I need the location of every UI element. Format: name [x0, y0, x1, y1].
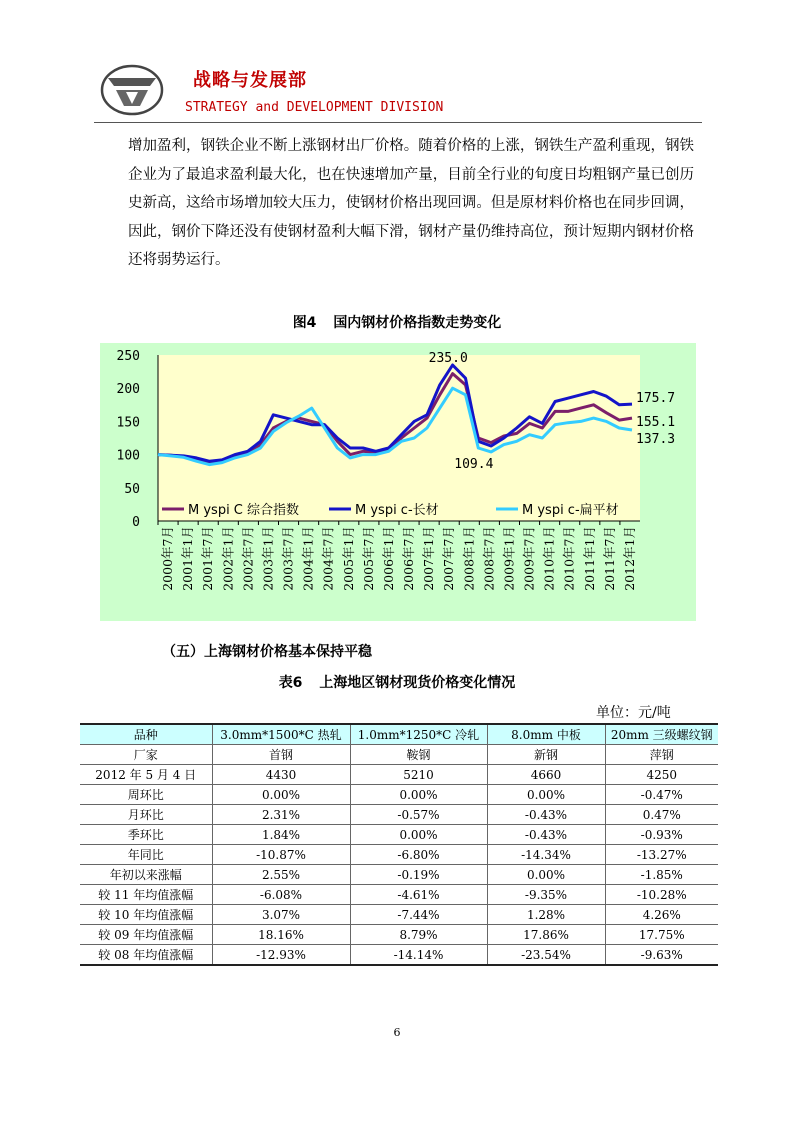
table-row [80, 945, 718, 966]
x-tick-label: 2011年1月 [581, 526, 597, 591]
x-tick-label: 2007年7月 [441, 526, 457, 591]
x-tick-label: 2003年7月 [280, 526, 296, 591]
table-cell: -0.93% [605, 825, 718, 845]
body-paragraph [128, 132, 694, 275]
table-cell: 萍钢 [605, 745, 718, 765]
table-cell: 4660 [487, 765, 605, 785]
table-row [80, 885, 718, 905]
end-label-flat: 137.3 [636, 432, 676, 448]
company-logo [100, 64, 164, 116]
table-cell: 季环比 [80, 825, 212, 845]
table-caption: 上海地区钢材现货价格变化情况 [319, 675, 516, 691]
table-cell: 年初以来涨幅 [80, 865, 212, 885]
table-cell: -0.43% [487, 805, 605, 825]
y-tick-label: 100 [116, 448, 140, 464]
table-header-row [80, 724, 718, 745]
table-cell: 较 11 年均值涨幅 [80, 885, 212, 905]
table-cell: 2.55% [212, 865, 350, 885]
table-cell: 0.00% [350, 825, 487, 845]
section-title: （五）上海钢材价格基本保持平稳 [162, 644, 372, 660]
figure-number: 图4 [292, 315, 317, 331]
x-tick-label: 2005年1月 [340, 526, 356, 591]
table-cell: -9.35% [487, 885, 605, 905]
table-cell: 4430 [212, 765, 350, 785]
table-row [80, 805, 718, 825]
x-tick-label: 2000年7月 [160, 526, 176, 591]
table-cell: -10.28% [605, 885, 718, 905]
table-cell: 月环比 [80, 805, 212, 825]
x-tick-label: 2007年1月 [421, 526, 437, 591]
table-cell: -6.80% [350, 845, 487, 865]
end-label-long: 175.7 [636, 391, 676, 407]
table-cell: -0.57% [350, 805, 487, 825]
table-cell: 首钢 [212, 745, 350, 765]
table-cell: 17.75% [605, 925, 718, 945]
paragraph-line: 钢铁企业为了最追求盈利最大化，也在快速增加产量，目前全行业的旬度日均粗钢 [128, 138, 694, 183]
table-cell: -9.63% [605, 945, 718, 966]
department-name-cn: 战略与发展部 [193, 70, 307, 91]
table-cell: 17.86% [487, 925, 605, 945]
y-tick-label: 200 [116, 382, 140, 398]
table-cell: -14.34% [487, 845, 605, 865]
table-cell: 8.0mm 中板 [487, 724, 605, 745]
table-cell: -10.87% [212, 845, 350, 865]
x-tick-label: 2008年7月 [481, 526, 497, 591]
x-tick-label: 2003年1月 [260, 526, 276, 591]
x-tick-label: 2008年1月 [461, 526, 477, 591]
table-cell: 年同比 [80, 845, 212, 865]
y-tick-label: 0 [132, 515, 140, 530]
x-tick-label: 2010年7月 [561, 526, 577, 591]
table-cell: 0.00% [487, 785, 605, 805]
table-cell: 8.79% [350, 925, 487, 945]
table-cell: -4.61% [350, 885, 487, 905]
table-cell: 5210 [350, 765, 487, 785]
table-cell: 0.00% [487, 865, 605, 885]
paragraph-line: 位，预计短期内钢材价格还将弱势运行。 [128, 223, 695, 269]
page-number: 6 [393, 1026, 401, 1039]
table-number: 表6 [278, 675, 303, 691]
table-cell: -1.85% [605, 865, 718, 885]
table-cell: 较 08 年均值涨幅 [80, 945, 212, 966]
table-cell: -14.14% [350, 945, 487, 966]
x-tick-label: 2005年7月 [360, 526, 376, 591]
x-tick-label: 2002年7月 [240, 526, 256, 591]
table-row [80, 825, 718, 845]
table-unit: 单位：元/吨 [596, 705, 671, 721]
y-tick-label: 150 [116, 415, 140, 431]
table-row [80, 925, 718, 945]
x-tick-label: 2009年7月 [521, 526, 537, 591]
x-tick-label: 2009年1月 [501, 526, 517, 591]
table-cell: 4250 [605, 765, 718, 785]
trough-label: 109.4 [454, 456, 494, 472]
table-cell: -13.27% [605, 845, 718, 865]
price-index-chart [100, 343, 696, 621]
table-cell: 18.16% [212, 925, 350, 945]
table-row [80, 865, 718, 885]
table-cell: 较 09 年均值涨幅 [80, 925, 212, 945]
table-cell: 0.00% [212, 785, 350, 805]
x-tick-label: 2010年1月 [541, 526, 557, 591]
table-cell: -12.93% [212, 945, 350, 966]
table-cell: 周环比 [80, 785, 212, 805]
x-tick-label: 2001年7月 [200, 526, 216, 591]
table-cell: 4.26% [605, 905, 718, 925]
table-cell: -0.47% [605, 785, 718, 805]
table-cell: 1.28% [487, 905, 605, 925]
y-tick-label: 250 [116, 349, 140, 364]
table-title [0, 672, 794, 692]
x-tick-label: 2004年1月 [300, 526, 316, 591]
x-tick-label: 2002年1月 [220, 526, 236, 591]
figure-title [0, 312, 794, 332]
table-cell: 3.07% [212, 905, 350, 925]
x-tick-label: 2004年7月 [320, 526, 336, 591]
table-cell: -23.54% [487, 945, 605, 966]
table-cell: 鞍钢 [350, 745, 487, 765]
table-cell: 1.84% [212, 825, 350, 845]
header-divider [94, 122, 702, 123]
table-cell: 新钢 [487, 745, 605, 765]
table-cell: 1.0mm*1250*C 冷轧 [350, 724, 487, 745]
legend-label: M yspi c-长材 [355, 503, 439, 518]
table-cell: 较 10 年均值涨幅 [80, 905, 212, 925]
table-cell: 品种 [80, 724, 212, 745]
table-cell: 20mm 三级螺纹钢 [605, 724, 718, 745]
table-row [80, 785, 718, 805]
table-cell: -7.44% [350, 905, 487, 925]
table-cell: -6.08% [212, 885, 350, 905]
table-cell: 0.47% [605, 805, 718, 825]
table-cell: 2.31% [212, 805, 350, 825]
x-tick-label: 2006年7月 [401, 526, 417, 591]
x-tick-label: 2012年1月 [621, 526, 637, 591]
table-row [80, 745, 718, 765]
legend-label: M yspi c-扁平材 [522, 503, 619, 518]
figure-caption: 国内钢材价格指数走势变化 [333, 315, 502, 331]
department-name-en: STRATEGY and DEVELOPMENT DIVISION [185, 100, 444, 115]
paragraph-line: 格也在同步回调，因此，钢价下降还没有使钢材盈利大幅下滑，钢材产量仍维持高 [128, 195, 694, 240]
table-row [80, 765, 718, 785]
x-tick-label: 2011年7月 [601, 526, 617, 591]
paragraph-line: 增加盈利，钢铁企业不断上涨钢材出厂价格。随着价格的上涨，钢铁生产盈利重现， [128, 138, 665, 154]
table-cell: 3.0mm*1500*C 热轧 [212, 724, 350, 745]
y-tick-label: 50 [124, 481, 140, 497]
table-row [80, 845, 718, 865]
price-table [80, 723, 718, 966]
x-tick-label: 2001年1月 [180, 526, 196, 591]
table-cell: 0.00% [350, 785, 487, 805]
paragraph-line: 产量已创历史新高，这给市场增加较大压力，使钢材价格出现回调。但是原材料价 [128, 166, 695, 212]
table-row [80, 905, 718, 925]
peak-label: 235.0 [428, 350, 468, 366]
end-label-composite: 155.1 [636, 415, 676, 431]
table-cell: -0.43% [487, 825, 605, 845]
table-cell: -0.19% [350, 865, 487, 885]
table-cell: 厂家 [80, 745, 212, 765]
x-tick-label: 2006年1月 [380, 526, 396, 591]
legend-label: M yspi C 综合指数 [188, 503, 300, 518]
table-cell: 2012 年 5 月 4 日 [80, 765, 212, 785]
